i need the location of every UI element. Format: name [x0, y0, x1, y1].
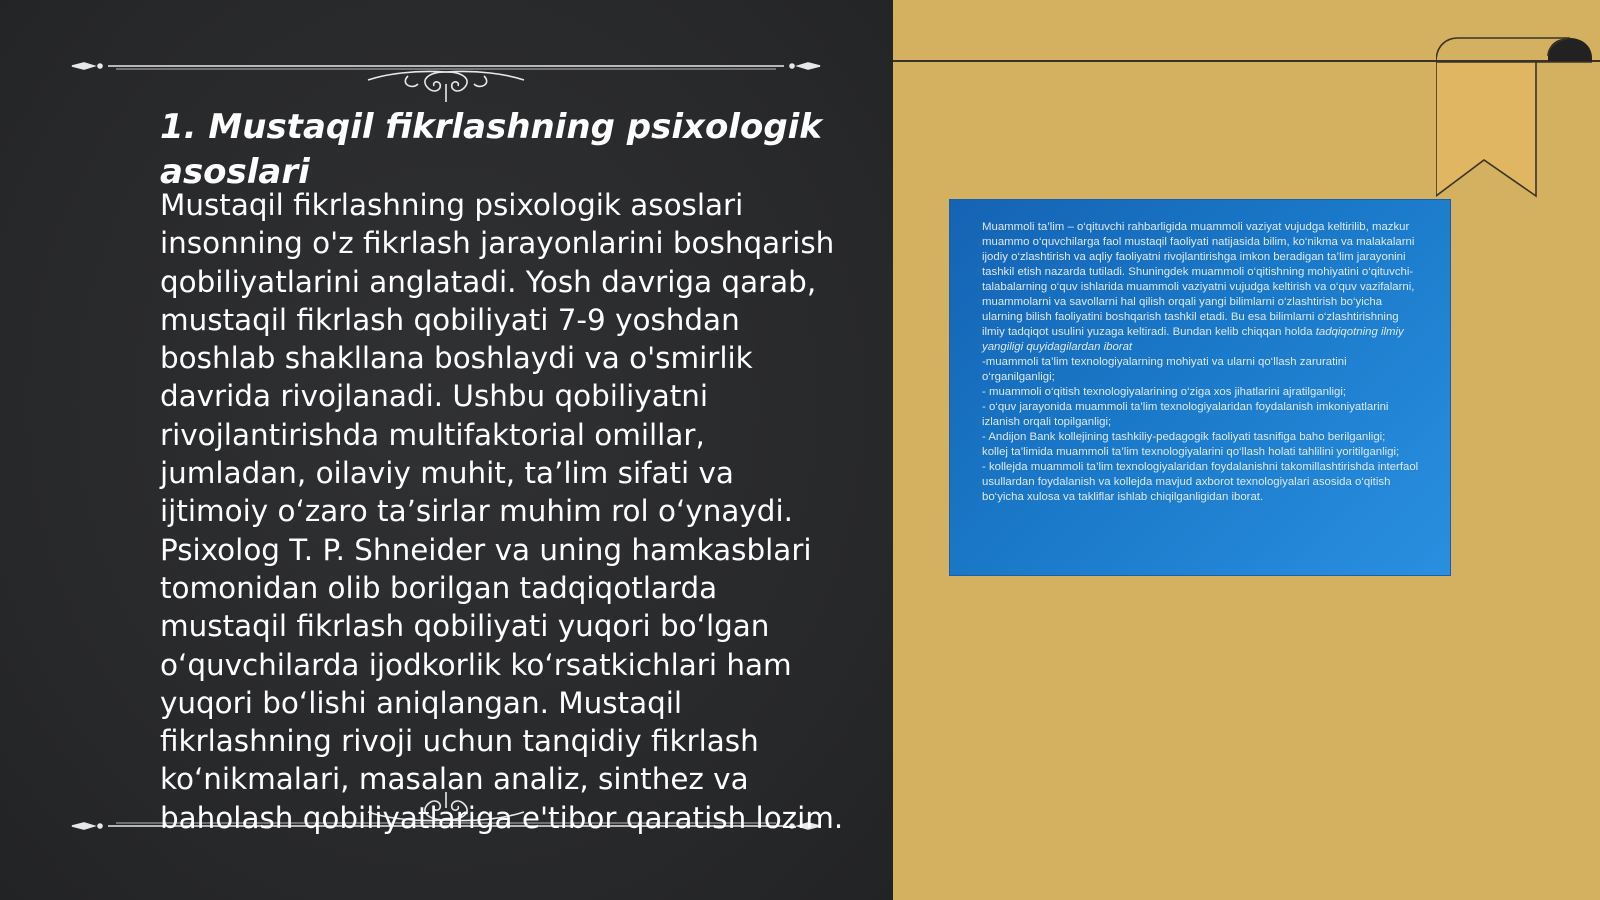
text-image-item: kollej ta’limida muammoli ta’lim texnologiyalarini qo‘llash holati tahlilini yoritilganligi; [982, 446, 1400, 458]
text-image-item: - muammoli o‘qitish texnologiyalarining o‘ziga xos jihatlarini ajratilganligi; [982, 386, 1347, 398]
text-image-item: - Andijon Bank kollejining tashkiliy-pedagogik faoliyati tasnifiga baho berilganligi; [982, 431, 1386, 443]
top-ornament-icon [68, 54, 824, 104]
text-image-intro-emphasis: tadqiqotning ilmiy yangiligi quyidagilardan iborat [982, 326, 1404, 353]
text-image-item: - o‘quv jarayonida muammoli ta’lim texnologiyalaridan foydalanish imkoniyatlarini izlanish orqali topilganligi; [982, 401, 1389, 428]
text-image-intro: Muammoli ta’lim – o‘qituvchi rahbarligida muammoli vaziyat vujudga keltirilib, mazkur muammo o‘quvchilarga faol mustaqil faoliyati natijasida bilim, ko‘nikma va malakalarni ijodiy o‘zlashtirish va aqliy faoliyatni rivojlantirishga imkon beradigan ta’lim jarayonini tashkil etish nazarda tutiladi. Shuningdek muammoli o‘qitishning mohiyatini o‘qituvchi-talabalarning o‘quv ishlarida muammoli vaziyatni vujudga keltirish va o‘quv vazifalarni, muammolarni va savollarni hal qilish orqali yangi bilimlarni o‘zlashtirish bo‘yicha ularning bilish faoliyatini boshqarish tashkil etadi. Bu esa bilimlarni o‘zlashtirishning ilmiy tadqiqot usulini yuzaga keltiradi. Bundan kelib chiqqan holda [982, 221, 1415, 338]
slide-title: 1. Mustaqil fikrlashning psixologik asoslari [160, 107, 822, 192]
text-image-item: -muammoli ta’lim texnologiyalarning mohiyati va ularni qo‘llash zaruratini o‘rganilganligi; [982, 356, 1347, 383]
bookmark-ribbon-icon [1436, 36, 1600, 200]
text-image-content [982, 220, 1422, 505]
slide-body-text: Mustaqil fikrlashning psixologik asoslari insonning o'z fikrlash jarayonlarini boshqarish qobiliyatlarini anglatadi. Yosh davriga qarab, mustaqil fikrlash qobiliyati 7-9 yoshdan boshlab shakllana boshlaydi va o'smirlik davrida rivojlanadi. Ushbu qobiliyatni rivojlantirishda multifaktorial omillar, jumladan, oilaviy muhit, ta’lim sifati va ijtimoiy o‘zaro ta’sirlar muhim rol o‘ynaydi. Psixolog T. P. Shneider va uning hamkasblari tomonidan olib borilgan tadqiqotlarda mustaqil fikrlash qobiliyati yuqori bo‘lgan o‘quvchilarda ijodkorlik ko‘rsatkichlari ham yuqori bo‘lishi aniqlangan. Mustaqil fikrlashning rivoji uchun tanqidiy fikrlash ko‘nikmalari, masalan analiz, sinthez va baholash qobiliyatlariga e'tibor qaratish lozim. [160, 188, 844, 835]
text-image-item: - kollejda muammoli ta’lim texnologiyalaridan foydalanishni takomillashtirishda interfaol usullardan foydalanish va kollejda mavjud axborot texnologiyalari asosida o‘qitish bo‘yicha xulosa va takliflar ishlab chiqilganligidan iborat. [982, 461, 1419, 503]
text-image [950, 200, 1450, 575]
